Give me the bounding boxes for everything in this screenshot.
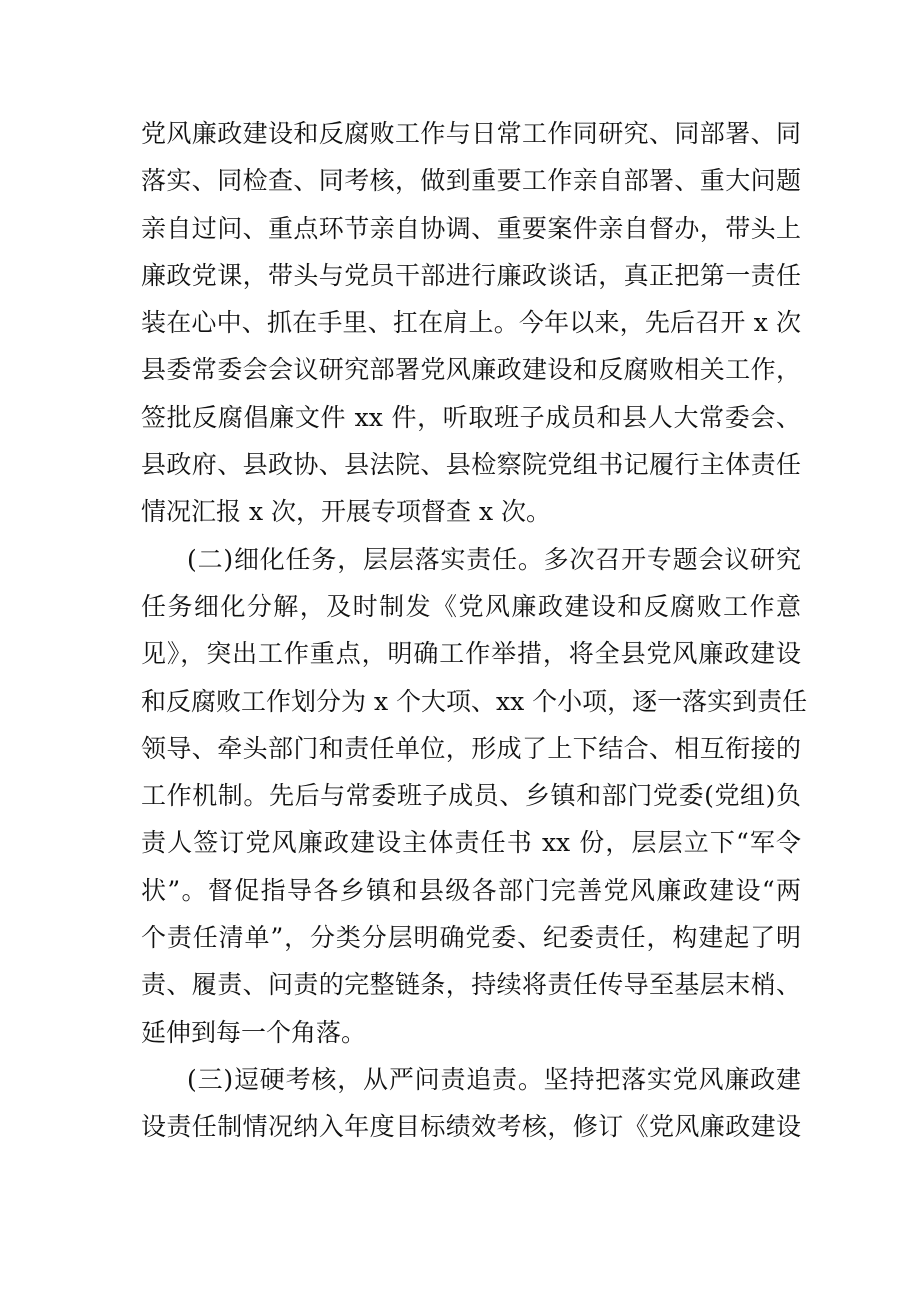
text-line: 和反腐败工作划分为 x 个大项、xx 个小项，逐一落实到责任 [141, 686, 808, 716]
text-line: 装在心中、抓在手里、扛在肩上。今年以来，先后召开 x 次 [141, 308, 801, 338]
section-heading-line: (三)逗硬考核，从严问责追责。坚持把落实党风廉政建 [187, 1064, 801, 1094]
text-line: 县政府、县政协、县法院、县检察院党组书记履行主体责任 [141, 450, 801, 480]
text-line: 党风廉政建设和反腐败工作与日常工作同研究、同部署、同 [141, 119, 801, 148]
text-line: 工作机制。先后与常委班子成员、乡镇和部门党委(党组)负 [141, 781, 801, 811]
text-line: 见》，突出工作重点，明确工作举措，将全县党风廉政建设 [141, 639, 801, 669]
text-line: 亲自过问、重点环节亲自协调、重要案件亲自督办，带头上 [141, 213, 801, 243]
text-line: 个责任清单”，分类分层明确党委、纪委责任，构建起了明 [141, 923, 801, 953]
text-line: 签批反腐倡廉文件 xx 件，听取班子成员和县人大常委会、 [141, 402, 801, 432]
paragraph-end-line: 情况汇报 x 次，开展专项督查 x 次。 [141, 497, 551, 527]
text-line: 廉政党课，带头与党员干部进行廉政谈话，真正把第一责任 [141, 260, 801, 290]
text-line: 落实、同检查、同考核，做到重要工作亲自部署、重大问题 [141, 166, 801, 196]
text-line: 设责任制情况纳入年度目标绩效考核，修订《党风廉政建设 [141, 1112, 801, 1142]
text-line: 状”。督促指导各乡镇和县级各部门完善党风廉政建设“两 [141, 875, 801, 905]
document-body [141, 110, 808, 1151]
paragraph-end-line: 延伸到每一个角落。 [141, 1017, 367, 1047]
text-line: 任务细化分解，及时制发《党风廉政建设和反腐败工作意 [141, 591, 801, 621]
text-line: 领导、牵头部门和责任单位，形成了上下结合、相互衔接的 [141, 733, 801, 763]
text-line: 责人签订党风廉政建设主体责任书 xx 份，层层立下“军令 [141, 828, 801, 858]
text-line: 县委常委会会议研究部署党风廉政建设和反腐败相关工作， [141, 355, 801, 385]
text-line: 责、履责、问责的完整链条，持续将责任传导至基层末梢、 [141, 970, 801, 1000]
section-heading-line: (二)细化任务，层层落实责任。多次召开专题会议研究 [187, 544, 801, 574]
